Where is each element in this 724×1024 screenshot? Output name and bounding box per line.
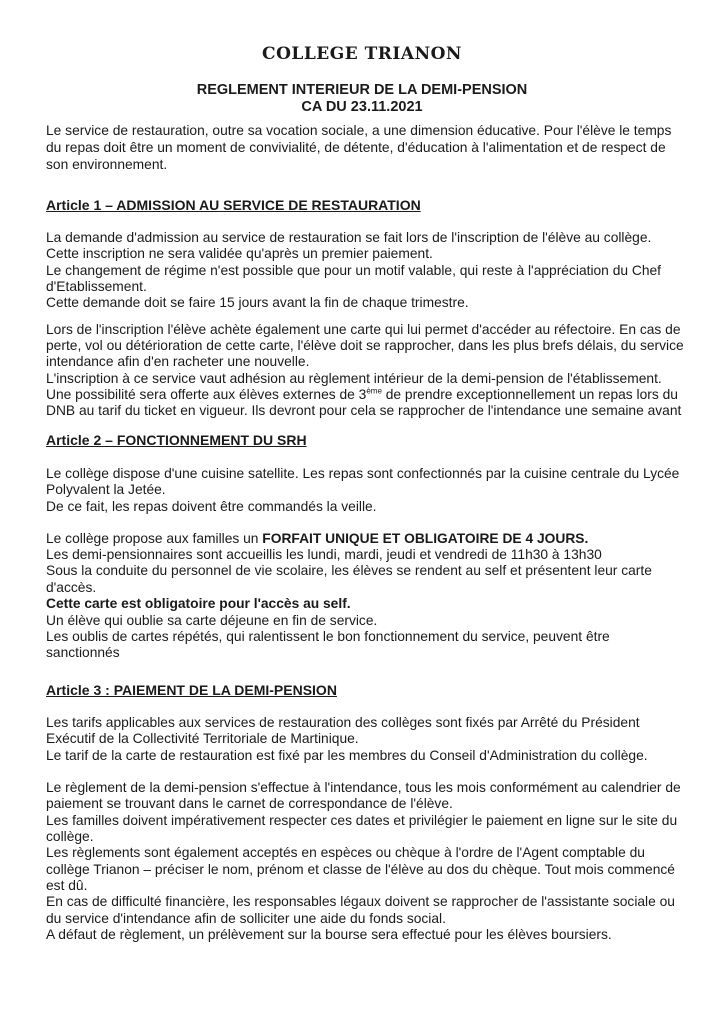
text-segment: paiement se trouvant dans le carnet de correspondance de l'élève.: [46, 796, 453, 811]
text-line: [46, 386, 678, 403]
text-segment: de prendre exceptionnellement un repas lors du: [381, 387, 678, 402]
text-segment: DNB au tarif du ticket en vigueur. Ils devront pour cela se rapprocher de l'intendance une semaine avant: [46, 403, 682, 418]
text-segment: Exécutif de la Collectivité Territoriale de Martinique.: [46, 731, 359, 746]
text-segment: Sous la conduite du personnel de vie scolaire, les élèves se rendent au self et présentent leur carte: [46, 563, 652, 578]
text-line: [46, 893, 675, 910]
text-line: [46, 245, 433, 262]
text-segment: Le collège dispose d'une cuisine satellite. Les repas sont confectionnés par la cuisine centrale du Lycée: [46, 466, 680, 481]
text-line: [46, 844, 645, 861]
text-line: [46, 910, 446, 927]
text-segment: Article 2 – FONCTIONNEMENT DU SRH: [46, 432, 307, 448]
text-segment: Un élève qui oublie sa carte déjeune en fin de service.: [46, 613, 378, 628]
text-segment: Le collège propose aux familles un: [46, 531, 263, 546]
text-segment: Le règlement de la demi-pension s'effectue à l'intendance, tous les mois conformément au calendrier de: [46, 780, 681, 795]
text-line: [46, 321, 681, 338]
text-segment: L'inscription à ce service vaut adhésion au règlement intérieur de la demi-pension de l'établissement.: [46, 371, 662, 386]
text-line: [46, 926, 612, 943]
text-line: [46, 402, 681, 419]
text-line: [46, 579, 96, 596]
text-line: [46, 229, 651, 246]
text-line: [46, 877, 87, 894]
article-heading: [46, 432, 307, 449]
text-line: [46, 546, 602, 563]
text-segment: Cette inscription ne sera validée qu'après un premier paiement.: [46, 246, 433, 261]
text-segment: En cas de difficulté financière, les responsables légaux doivent se rapprocher de l'assistante sociale ou: [46, 894, 675, 909]
text-segment: Le changement de régime n'est possible que pour un motif valable, qui reste à l'appréciation du Chef: [46, 263, 662, 278]
text-line: [46, 595, 351, 612]
text-segment: Les tarifs applicables aux services de restauration des collèges sont fixés par Arrêté du Président: [46, 715, 640, 730]
text-line: [46, 747, 648, 764]
text-line: [46, 861, 675, 878]
text-line: [46, 530, 588, 547]
text-segment: Article 3 : PAIEMENT DE LA DEMI-PENSION: [46, 682, 337, 698]
text-segment: De ce fait, les repas doivent être commandés la veille.: [46, 499, 377, 514]
text-segment: Lors de l'inscription l'élève achète également une carte qui lui permet d'accéder au réfectoire. En cas de: [46, 322, 681, 337]
text-segment: perte, vol ou détérioration de cette carte, l'élève doit se rapprocher, dans les plus brefs délais, du service: [46, 338, 684, 353]
text-segment: du repas doit être un moment de convivialité, de détente, d'éducation à l'alimentation et de respect de: [46, 140, 666, 155]
text-line: [46, 278, 147, 295]
text-line: [46, 465, 679, 482]
document-date: CA DU 23.11.2021: [301, 99, 423, 115]
text-line: [46, 795, 453, 812]
text-segment: collège.: [46, 829, 94, 844]
text-line: [46, 628, 610, 645]
text-segment: Les règlements sont également acceptés en espèces ou chèque à l'ordre de l'Agent comptable du: [46, 845, 645, 860]
superscript: ème: [366, 386, 382, 396]
article-heading: [46, 197, 421, 214]
text-segment: est dû.: [46, 878, 88, 893]
text-segment: A défaut de règlement, un prélèvement sur la bourse sera effectué pour les élèves boursiers.: [46, 927, 612, 942]
text-line: [46, 262, 661, 279]
text-segment: Le service de restauration, outre sa vocation sociale, a une dimension éducative. Pour l'élève le temps: [46, 123, 672, 138]
text-segment: son environnement.: [46, 157, 168, 172]
article-heading: [46, 682, 337, 699]
text-segment: sanctionnés: [46, 645, 120, 660]
text-segment: Les oublis de cartes répétés, qui ralentissent le bon fonctionnement du service, peuvent être: [46, 629, 610, 644]
text-line: [46, 337, 684, 354]
school-title: COLLEGE TRIANON: [262, 44, 462, 64]
text-line: [46, 612, 377, 629]
text-line: [46, 353, 309, 370]
text-segment: Polyvalent la Jetée.: [46, 482, 166, 497]
text-line: [46, 139, 666, 156]
bold-text: FORFAIT UNIQUE ET OBLIGATOIRE DE 4 JOURS.: [262, 531, 589, 546]
text-line: [46, 644, 120, 661]
text-segment: La demande d'admission au service de restauration se fait lors de l'inscription de l'élève au collège.: [46, 230, 652, 245]
text-line: [46, 122, 671, 139]
text-line: [46, 730, 359, 747]
text-segment: du service d'intendance afin de solliciter une aide du fonds social.: [46, 911, 446, 926]
text-line: [46, 779, 681, 796]
text-segment: d'Etablissement.: [46, 279, 147, 294]
text-segment: Cette demande doit se faire 15 jours avant la fin de chaque trimestre.: [46, 295, 469, 310]
text-line: [46, 562, 652, 579]
text-line: [46, 370, 662, 387]
text-segment: Une possibilité sera offerte aux élèves externes de 3: [46, 387, 367, 402]
text-segment: collège Trianon – préciser le nom, prénom et classe de l'élève au dos du chèque. Tout mois commencé: [46, 862, 675, 877]
text-segment: Article 1 – ADMISSION AU SERVICE DE RESTAURATION: [46, 197, 421, 213]
text-line: [46, 812, 677, 829]
text-segment: Les familles doivent impérativement respecter ces dates et privilégier le paiement en ligne sur le site du: [46, 813, 678, 828]
text-line: [46, 294, 469, 311]
text-segment: Le tarif de la carte de restauration est fixé par les membres du Conseil d'Administration du collège.: [46, 748, 648, 763]
text-segment: d'accès.: [46, 580, 97, 595]
text-segment: Les demi-pensionnaires sont accueillis les lundi, mardi, jeudi et vendredi de 11h30 à 13h30: [46, 547, 602, 562]
text-line: [46, 828, 94, 845]
text-line: [46, 156, 167, 173]
text-segment: intendance afin d'en racheter une nouvelle.: [46, 354, 310, 369]
bold-text: Cette carte est obligatoire pour l'accès au self.: [46, 596, 351, 611]
document-title: REGLEMENT INTERIEUR DE LA DEMI-PENSION: [196, 82, 528, 98]
text-line: [46, 481, 166, 498]
text-line: [46, 498, 377, 515]
text-line: [46, 714, 640, 731]
